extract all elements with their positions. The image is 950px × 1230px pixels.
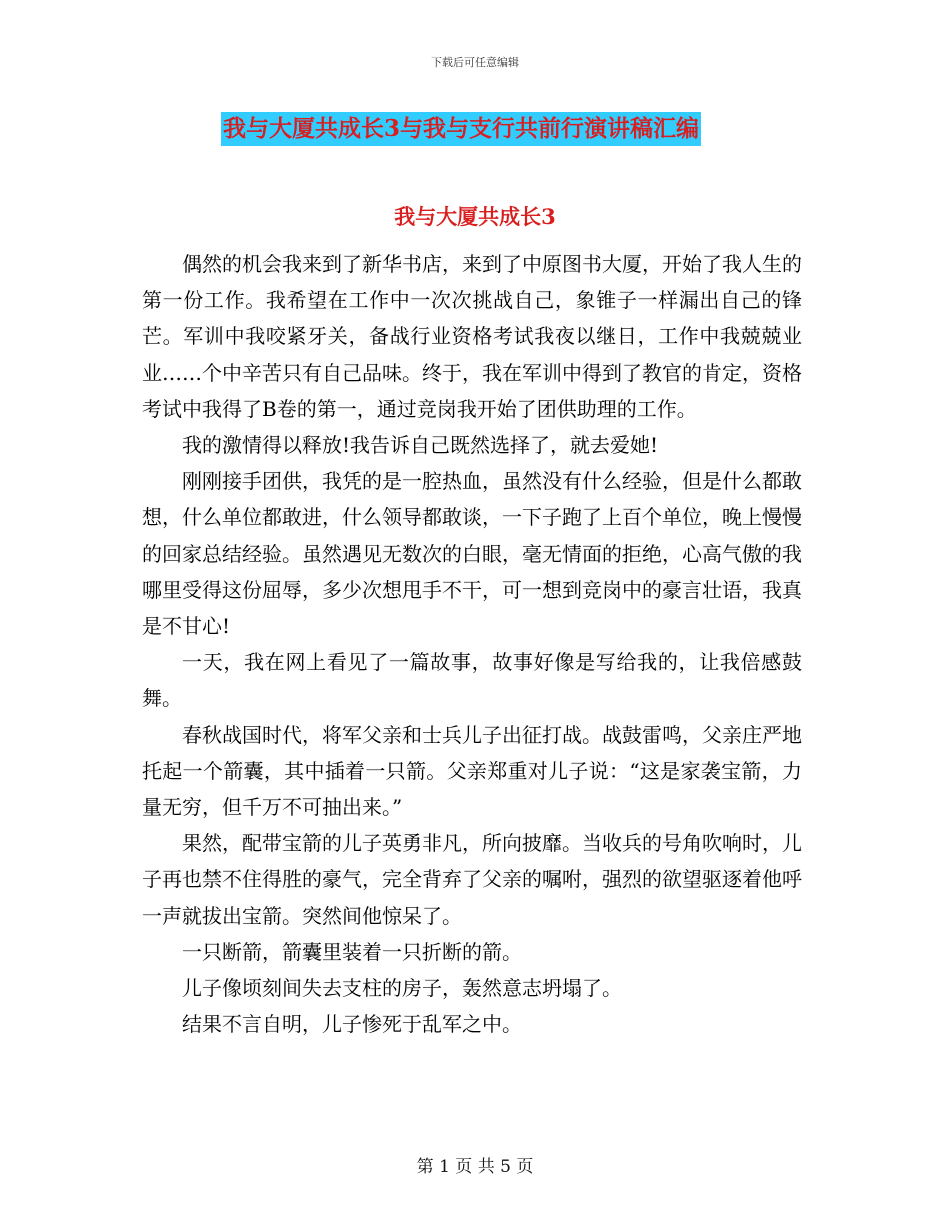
paragraph: 我的激情得以释放!我告诉自己既然选择了，就去爱她! [182, 433, 659, 458]
section-title: 我与大厦共成长3 [394, 204, 556, 229]
document-body [142, 246, 802, 1042]
paragraph: 结果不言自明，儿子惨死于乱军之中。 [182, 1012, 522, 1037]
paragraph: 一天，我在网上看见了一篇故事，故事好像是写给我的，让我倍感鼓舞。 [142, 650, 802, 711]
page-number-footer: 第 1 页 共 5 页 [416, 1157, 534, 1177]
paragraph: 果然，配带宝箭的儿子英勇非凡，所向披靡。当收兵的号角吹响时，儿子再也禁不住得胜的豪气，完全背弃了父亲的嘱咐，强烈的欲望驱逐着他呼一声就拔出宝箭。突然间他惊呆了。 [142, 831, 802, 928]
paragraph: 偶然的机会我来到了新华书店，来到了中原图书大厦，开始了我人生的第一份工作。我希望在工作中一次次挑战自己，象锥子一样漏出自己的锋芒。军训中我咬紧牙关，备战行业资格考试我夜以继日，工作中我兢兢业业……个中辛苦只有自己品味。终于，我在军训中得到了教官的肯定，资格考试中我得了B卷的第一，通过竞岗我开始了团供助理的工作。 [142, 252, 802, 421]
paragraph: 儿子像顷刻间失去支柱的房子，轰然意志坍塌了。 [182, 976, 622, 1001]
paragraph: 春秋战国时代，将军父亲和士兵儿子出征打战。战鼓雷鸣，父亲庄严地托起一个箭囊，其中插着一只箭。父亲郑重对儿子说：“这是家袭宝箭，力量无穷，但千万不可抽出来。” [142, 722, 802, 820]
page-header-note: 下载后可任意编辑 [431, 56, 519, 69]
document-title: 我与大厦共成长3与我与支行共前行演讲稿汇编 [221, 112, 701, 146]
paragraph: 刚刚接手团供，我凭的是一腔热血，虽然没有什么经验，但是什么都敢想，什么单位都敢进，什么领导都敢谈，一下子跑了上百个单位，晚上慢慢的回家总结经验。虽然遇见无数次的白眼，毫无情面的拒绝，心高气傲的我哪里受得这份屈辱，多少次想甩手不干，可一想到竞岗中的豪言壮语，我真是不甘心! [142, 469, 802, 639]
paragraph: 一只断箭，箭囊里装着一只折断的箭。 [182, 939, 522, 964]
